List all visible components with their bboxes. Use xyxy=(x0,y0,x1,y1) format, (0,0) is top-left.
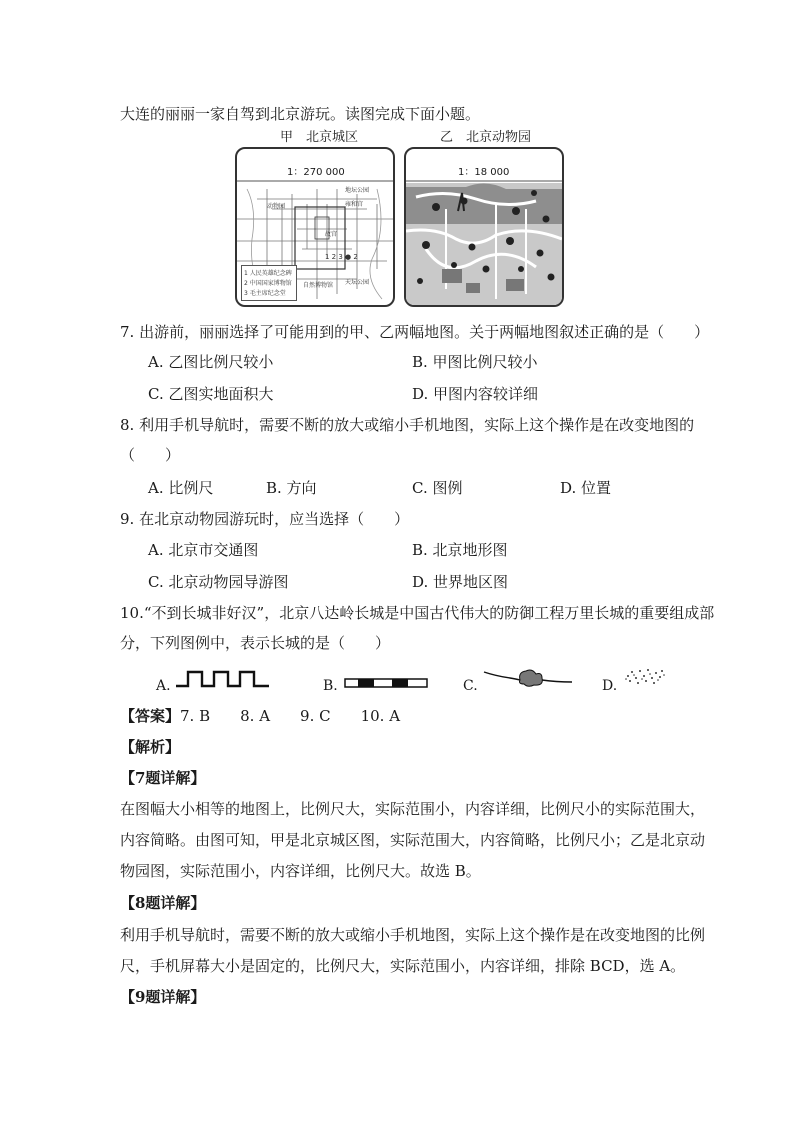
question-8-option-a[interactable]: A. 比例尺 xyxy=(148,479,214,497)
question-10-option-b-label[interactable]: B. xyxy=(323,678,338,694)
question-10-option-c-label[interactable]: C. xyxy=(463,678,478,694)
map-jia-label-5: 自然博物馆 xyxy=(303,282,334,289)
question-8-option-b[interactable]: B. 方向 xyxy=(266,479,317,497)
question-9-option-a[interactable]: A. 北京市交通图 xyxy=(148,541,259,559)
answer-label: 【答案】 xyxy=(120,707,181,725)
detail-7-line-3: 物园图，实际范围小，内容详细，比例尺大。故选 B。 xyxy=(120,862,481,880)
question-7-option-d[interactable]: D. 甲图内容较详细 xyxy=(412,385,539,403)
map-jia-label-0: 地坛公园 xyxy=(345,187,370,194)
intro-text: 大连的丽丽一家自驾到北京游玩。读图完成下面小题。 xyxy=(120,105,481,123)
question-8-stem-cont: （ ） xyxy=(120,446,181,464)
map-jia-label-1: 雍和宫 xyxy=(345,201,364,208)
question-9-option-c[interactable]: C. 北京动物园导游图 xyxy=(148,573,289,591)
railway-symbol[interactable] xyxy=(344,676,430,690)
question-7-option-c[interactable]: C. 乙图实地面积大 xyxy=(148,385,274,403)
detail-9-title: 【9题详解】 xyxy=(120,988,206,1006)
question-10-stem: 10.“不到长城非好汉”，北京八达岭长城是中国古代伟大的防御工程万里长城的重要组成部 xyxy=(120,604,715,622)
detail-7-line-2: 内容简略。由图可知，甲是北京城区图，实际范围大，内容简略，比例尺小；乙是北京动 xyxy=(120,831,706,849)
question-8-option-d[interactable]: D. 位置 xyxy=(560,479,612,497)
map-yi-zoo-drawing xyxy=(406,149,562,305)
detail-7-title: 【7题详解】 xyxy=(120,769,206,787)
question-7-option-b[interactable]: B. 甲图比例尺较小 xyxy=(412,353,538,371)
map-jia-caption: 甲 北京城区 xyxy=(280,130,359,145)
map-jia-legend xyxy=(241,265,297,301)
question-7-option-a[interactable]: A. 乙图比例尺较小 xyxy=(148,353,274,371)
map-jia-legend-3: 3 毛主席纪念堂 xyxy=(244,290,286,297)
answer-text: 7. B 8. A 9. C 10. A xyxy=(180,707,401,725)
answer-line xyxy=(120,706,400,726)
analysis-label: 【解析】 xyxy=(120,738,181,756)
question-10-option-d-label[interactable]: D. xyxy=(602,678,618,694)
question-10-stem-cont: 分，下列图例中，表示长城的是（ ） xyxy=(120,634,391,652)
detail-8-title: 【8题详解】 xyxy=(120,894,206,912)
detail-7-line-1: 在图幅大小相等的地图上，比例尺大，实际范围小，内容详细，比例尺小的实际范围大， xyxy=(120,800,706,818)
map-yi-caption: 乙 北京动物园 xyxy=(440,130,532,145)
map-jia-legend-2: 2 中国国家博物馆 xyxy=(244,280,292,287)
question-8-stem: 8. 利用手机导航时，需要不断的放大或缩小手机地图，实际上这个操作是在改变地图的 xyxy=(120,416,695,434)
map-jia-label-2: 动物园 xyxy=(267,203,286,210)
map-jia-legend-1: 1 人民英雄纪念碑 xyxy=(244,270,292,277)
map-yi-scale: 1：18 000 xyxy=(458,167,510,178)
river-lake-symbol[interactable] xyxy=(482,666,574,690)
question-10-option-a-label[interactable]: A. xyxy=(156,678,171,694)
map-yi-beijing-zoo xyxy=(404,147,564,307)
map-jia-marker: 1 2 3 ● 2 xyxy=(325,253,358,261)
question-9-option-b[interactable]: B. 北京地形图 xyxy=(412,541,508,559)
question-9-stem: 9. 在北京动物园游玩时，应当选择（ ） xyxy=(120,510,410,528)
map-jia-scale: 1：270 000 xyxy=(287,167,345,178)
detail-8-line-1: 利用手机导航时，需要不断的放大或缩小手机地图，实际上这个操作是在改变地图的比例 xyxy=(120,926,706,944)
map-jia-label-3: 故宫 xyxy=(325,231,338,238)
dotted-area-symbol[interactable] xyxy=(622,666,666,688)
question-7-stem: 7. 出游前，丽丽选择了可能用到的甲、乙两幅地图。关于两幅地图叙述正确的是（ ） xyxy=(120,323,710,341)
map-jia-label-4: 天坛公园 xyxy=(345,279,370,286)
detail-8-line-2: 尺，手机屏幕大小是固定的，比例尺大，实际范围小，内容详细，排除 BCD，选 A。 xyxy=(120,957,686,975)
map-jia-beijing-city xyxy=(235,147,395,307)
question-8-option-c[interactable]: C. 图例 xyxy=(412,479,463,497)
question-9-option-d[interactable]: D. 世界地区图 xyxy=(412,573,509,591)
great-wall-crenellation-symbol[interactable] xyxy=(174,668,272,690)
